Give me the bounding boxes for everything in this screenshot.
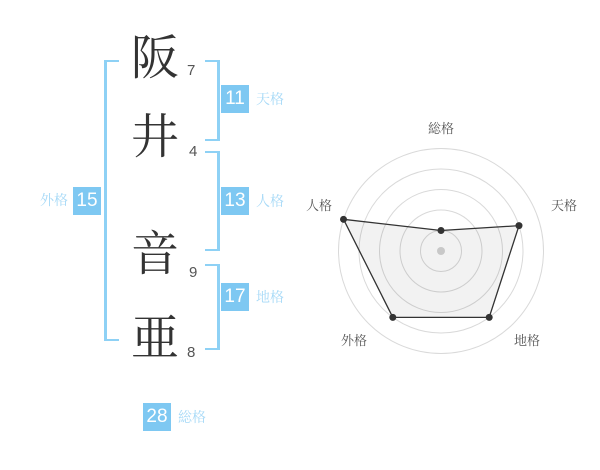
radar-data-point	[340, 216, 347, 223]
name-char-4: 亜	[130, 312, 179, 365]
radar-data-point	[515, 222, 522, 229]
stroke-count-2: 4	[189, 143, 198, 160]
radar-data-point	[438, 227, 445, 234]
radar-axis-label-soukaku: 総格	[427, 121, 454, 136]
name-char-2: 井	[130, 111, 179, 164]
chikaku-bracket	[205, 264, 220, 350]
radar-axis-label-chikaku: 地格	[513, 333, 540, 348]
radar-data-point	[486, 314, 493, 321]
jinkaku-label: 人格	[256, 193, 284, 209]
soukaku-badge: 28	[143, 403, 171, 431]
gaikaku-label: 外格	[40, 192, 68, 208]
gaikaku-badge: 15	[73, 187, 101, 215]
radar-data-point	[389, 314, 396, 321]
radar-axis-label-tenkaku: 天格	[550, 198, 577, 213]
tenkaku-badge: 11	[221, 85, 249, 113]
stroke-count-4: 8	[187, 344, 196, 361]
stroke-count-1: 7	[187, 62, 196, 79]
chikaku-badge: 17	[221, 283, 249, 311]
jinkaku-bracket	[205, 151, 220, 251]
tenkaku-bracket	[205, 60, 220, 141]
radar-center-dot	[437, 247, 445, 255]
radar-axis-label-jinkaku: 人格	[305, 198, 332, 213]
soukaku-label: 総格	[178, 409, 206, 425]
jinkaku-badge: 13	[221, 187, 249, 215]
name-char-3: 音	[130, 228, 179, 281]
tenkaku-label: 天格	[256, 91, 284, 107]
chikaku-label: 地格	[256, 289, 284, 305]
radar-polygon	[344, 219, 519, 317]
radar-chart	[310, 110, 580, 370]
radar-axis-label-gaikaku: 外格	[340, 333, 367, 348]
gaikaku-bracket	[104, 60, 119, 341]
stroke-count-3: 9	[189, 264, 198, 281]
name-char-1: 阪	[130, 32, 179, 85]
